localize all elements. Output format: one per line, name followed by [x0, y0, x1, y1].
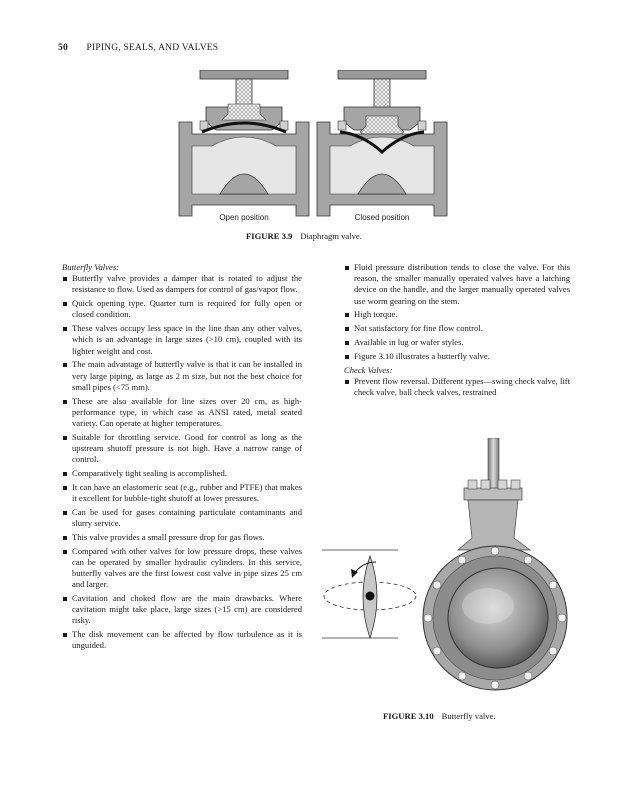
open-valve-illustration	[179, 70, 309, 216]
closed-position-label: Closed position	[354, 213, 410, 222]
list-item: It can have an elastomeric seat (e.g., rubber and PTFE) that makes it excellent for bubble-tight shutoff at lower pressures.	[62, 482, 302, 504]
list-item: Prevent flow reversal. Different types—swing check valve, lift check valve, ball check valves, restrained	[344, 376, 570, 398]
figure-3-10-caption	[383, 711, 496, 721]
list-item: Not satisfactory for fine flow control.	[344, 323, 570, 334]
butterfly-valve-figure	[318, 438, 578, 708]
running-header	[58, 43, 218, 53]
list-item: These are also available for line sizes over 20 cm, as high-performance type, in which case as ANSI rated, metal seated variety. Can operate at higher temperatures.	[62, 396, 302, 430]
open-position-label: Open position	[219, 213, 269, 222]
butterfly-valves-list-continued	[344, 262, 570, 362]
figure-3-10-caption-text: Butterfly valve.	[441, 711, 496, 721]
list-item: This valve provides a small pressure drop for gas flows.	[62, 532, 302, 543]
check-valves-list	[344, 376, 570, 398]
list-item: Can be used for gases containing particulate contaminants and slurry service.	[62, 507, 302, 529]
list-item: Available in lug or wafer styles.	[344, 337, 570, 348]
list-item: Fluid pressure distribution tends to close the valve. For this reason, the smaller manually operated valves have a latching device on the handle, and the larger manually operated valves use worm gearing on the stem.	[344, 262, 570, 307]
figure-3-10-label: FIGURE 3.10	[383, 711, 434, 721]
list-item: Suitable for throttling service. Good for control as long as the upstream shutoff pressure is not high. Have a narrow range of control.	[62, 432, 302, 466]
list-item: The disk movement can be affected by flow turbulence as it is unguided.	[62, 629, 302, 651]
list-item: Comparatively tight sealing is accomplished.	[62, 468, 302, 479]
list-item: Compared with other valves for low pressure drops, these valves can be operated by smaller hydraulic cylinders. In this service, butterfly valves are the first lowest cost valve in pipe sizes 25 cm and larger.	[62, 546, 302, 591]
list-item: High torque.	[344, 309, 570, 320]
list-item: Figure 3.10 illustrates a butterfly valve.	[344, 351, 570, 362]
diaphragm-valve-figure	[176, 70, 450, 222]
page-number: 50	[58, 43, 68, 53]
closed-valve-illustration	[317, 70, 447, 216]
disk-rotation-schematic	[322, 550, 416, 638]
list-item: Cavitation and choked flow are the main drawbacks. Where cavitation might take place, large sizes (>15 cm) are considered risky.	[62, 593, 302, 627]
butterfly-valves-list	[62, 273, 302, 651]
butterfly-valves-heading: Butterfly Valves:	[62, 262, 120, 272]
list-item: Butterfly valve provides a damper that is rotated to adjust the resistance to flow. Used as dampers for control of gas/vapor flow.	[62, 273, 302, 295]
check-valves-heading: Check Valves:	[344, 364, 393, 375]
left-column	[62, 262, 302, 654]
figure-3-9-caption-text: Diaphragm valve.	[300, 231, 362, 241]
list-item: The main advantage of butterfly valve is that it can be installed in very large piping, as large as 2 m size, but not the best choice for small pipes (<75 mm).	[62, 359, 302, 393]
figure-3-9-label: FIGURE 3.9	[246, 231, 293, 241]
list-item: Quick opening type. Quarter turn is required for fully open or closed condition.	[62, 298, 302, 320]
list-item: These valves occupy less space in the line than any other valves, which is an advantage in large sizes (>10 cm), coupled with its lighter weight and cost.	[62, 323, 302, 357]
right-column	[344, 262, 570, 401]
running-title: PIPING, SEALS, AND VALVES	[86, 43, 219, 53]
figure-3-9-caption	[246, 231, 362, 241]
